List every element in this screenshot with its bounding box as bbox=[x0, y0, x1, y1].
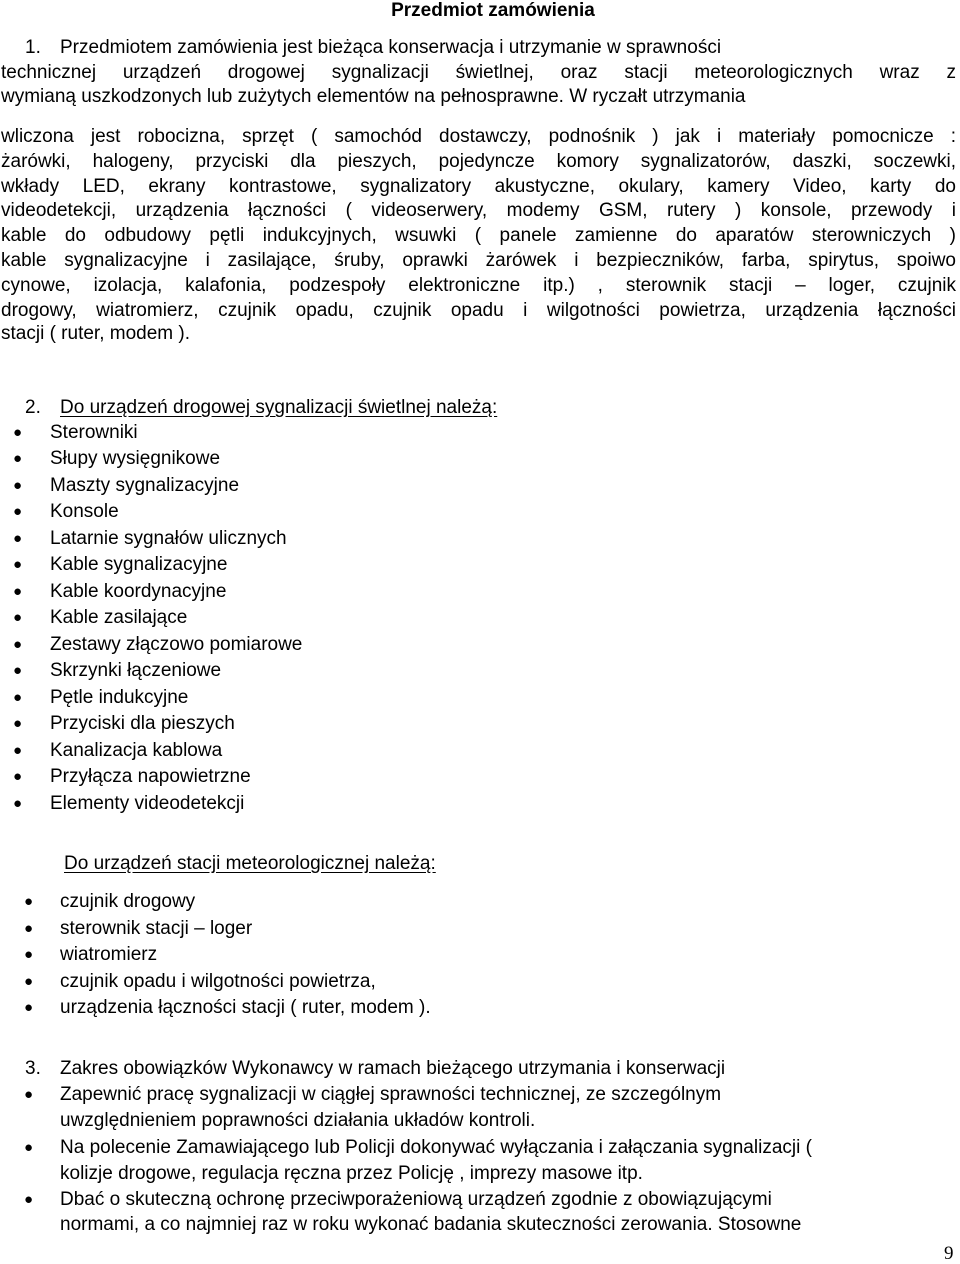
bullet-icon: ● bbox=[13, 715, 23, 732]
section-3-heading: Zakres obowiązków Wykonawcy w ramach bieżącego utrzymania i konserwacji bbox=[60, 1058, 726, 1079]
bullet-icon: ● bbox=[13, 556, 23, 573]
list-item: Przyciski dla pieszych bbox=[50, 713, 235, 734]
list-item: czujnik opadu i wilgotności powietrza, bbox=[60, 971, 376, 992]
duty-item-line: Zapewnić pracę sygnalizacji w ciągłej sprawności technicznej, ze szczególnym bbox=[60, 1084, 722, 1105]
section-1-body-line: videodetekcji, urządzenia łączności ( videoserwery, modemy GSM, rutery ) konsole, przewody i bbox=[1, 200, 956, 221]
section-1-body-line: drogowy, wiatromierz, czujnik opadu, czujnik opadu i wilgotności powietrza, urządzenia łączności bbox=[1, 300, 956, 321]
list-item: Przyłącza napowietrzne bbox=[50, 766, 251, 787]
section-1-line-1: Przedmiotem zamówienia jest bieżąca konserwacja i utrzymanie w sprawności bbox=[60, 37, 722, 58]
page-title: Przedmiot zamówienia bbox=[391, 0, 595, 21]
duty-item-line: normami, a co najmniej raz w roku wykonać badania skuteczności zerowania. Stosowne bbox=[60, 1214, 802, 1235]
section-1-body-line: wliczona jest robocizna, sprzęt ( samochód dostawczy, podnośnik ) jak i materiały pomocnicze : bbox=[1, 126, 956, 147]
bullet-icon: ● bbox=[13, 662, 23, 679]
bullet-icon: ● bbox=[13, 689, 23, 706]
list-item: Pętle indukcyjne bbox=[50, 687, 189, 708]
list-item: Elementy videodetekcji bbox=[50, 793, 245, 814]
list-item: Kable zasilające bbox=[50, 607, 188, 628]
section-1-body-line: kable sygnalizacyjne i zasilające, śruby, oprawki żarówek i bezpieczników, farba, spirytus, spoiwo bbox=[1, 250, 956, 271]
bullet-icon: ● bbox=[13, 609, 23, 626]
list-item: Kable sygnalizacyjne bbox=[50, 554, 228, 575]
bullet-icon: ● bbox=[24, 893, 34, 910]
list-item: Sterowniki bbox=[50, 422, 138, 443]
bullet-icon: ● bbox=[13, 450, 23, 467]
bullet-icon: ● bbox=[13, 795, 23, 812]
section-1-body-line: żarówki, halogeny, przyciski dla pieszych, pojedyncze komory sygnalizatorów, daszki, soczewki, bbox=[1, 151, 956, 172]
bullet-icon: ● bbox=[24, 920, 34, 937]
page-number: 9 bbox=[944, 1243, 954, 1264]
list-item: Zestawy złączowo pomiarowe bbox=[50, 634, 303, 655]
bullet-icon: ● bbox=[24, 999, 34, 1016]
bullet-icon: ● bbox=[24, 1086, 34, 1103]
bullet-icon: ● bbox=[13, 503, 23, 520]
meteo-heading: Do urządzeń stacji meteorologicznej należą: bbox=[64, 853, 436, 874]
list-item: wiatromierz bbox=[60, 944, 158, 965]
list-item: czujnik drogowy bbox=[60, 891, 196, 912]
bullet-icon: ● bbox=[13, 424, 23, 441]
list-item: urządzenia łączności stacji ( ruter, modem ). bbox=[60, 997, 431, 1018]
bullet-icon: ● bbox=[13, 530, 23, 547]
list-item: Kanalizacja kablowa bbox=[50, 740, 223, 761]
section-3-number: 3. bbox=[25, 1058, 41, 1079]
section-2-number: 2. bbox=[25, 397, 41, 418]
list-item: Słupy wysięgnikowe bbox=[50, 448, 221, 469]
bullet-icon: ● bbox=[13, 477, 23, 494]
list-item: Maszty sygnalizacyjne bbox=[50, 475, 240, 496]
list-item: Latarnie sygnałów ulicznych bbox=[50, 528, 287, 549]
section-1-number: 1. bbox=[25, 37, 41, 58]
duty-item-line: uwzględnieniem poprawności działania układów kontroli. bbox=[60, 1110, 536, 1131]
bullet-icon: ● bbox=[13, 768, 23, 785]
section-1-body-line: wkłady LED, ekrany kontrastowe, sygnalizatory akustyczne, okulary, kamery Video, karty do bbox=[1, 176, 956, 197]
bullet-icon: ● bbox=[13, 636, 23, 653]
duty-item-line: Na polecenie Zamawiającego lub Policji dokonywać wyłączania i załączania sygnalizacji ( bbox=[60, 1137, 812, 1158]
duty-item-line: kolizje drogowe, regulacja ręczna przez Policję , imprezy masowe itp. bbox=[60, 1163, 643, 1184]
duty-item-line: Dbać o skuteczną ochronę przeciwporażeniową urządzeń zgodnie z obowiązującymi bbox=[60, 1189, 772, 1210]
section-1-body-line: kable do odbudowy pętli indukcyjnych, wsuwki ( panele zamienne do aparatów sterowniczych ) bbox=[1, 225, 956, 246]
bullet-icon: ● bbox=[24, 973, 34, 990]
bullet-icon: ● bbox=[24, 1191, 34, 1208]
section-1-line-2: technicznej urządzeń drogowej sygnalizacji świetlnej, oraz stacji meteorologicznych wraz z bbox=[1, 62, 956, 83]
list-item: Kable koordynacyjne bbox=[50, 581, 227, 602]
section-1-body-line: cynowe, izolacja, kalafonia, podzespoły elektroniczne itp.) , sterownik stacji – loger, czujnik bbox=[1, 275, 956, 296]
bullet-icon: ● bbox=[13, 742, 23, 759]
section-1-last-line: stacji ( ruter, modem ). bbox=[1, 323, 190, 344]
bullet-icon: ● bbox=[24, 1139, 34, 1156]
section-2-heading: Do urządzeń drogowej sygnalizacji świetlnej należą: bbox=[60, 397, 498, 418]
list-item: Konsole bbox=[50, 501, 119, 522]
list-item: sterownik stacji – loger bbox=[60, 918, 253, 939]
bullet-icon: ● bbox=[24, 946, 34, 963]
bullet-icon: ● bbox=[13, 583, 23, 600]
section-1-line-3: wymianą uszkodzonych lub zużytych elementów na pełnosprawne. W ryczałt utrzymania bbox=[1, 86, 746, 107]
list-item: Skrzynki łączeniowe bbox=[50, 660, 222, 681]
